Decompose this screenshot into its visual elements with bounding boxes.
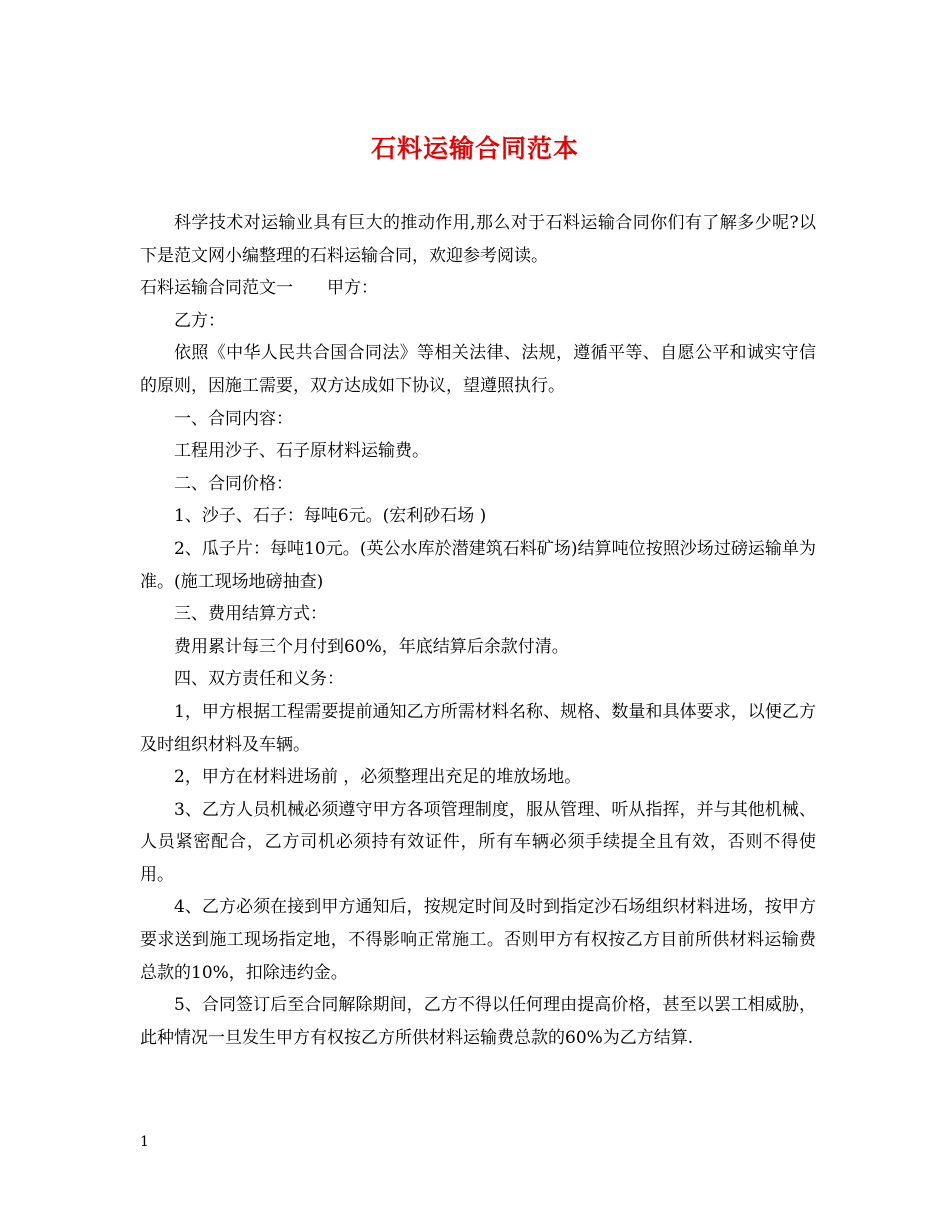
- paragraph-obligation-1: 1，甲方根据工程需要提前通知乙方所需材料名称、规格、数量和具体要求，以便乙方及时组织材料及车辆。: [140, 701, 816, 755]
- paragraph-obligation-2: 2，甲方在材料进场前 ，必须整理出充足的堆放场地。: [174, 767, 582, 788]
- paragraph-intro: 科学技术对运输业具有巨大的推动作用,那么对于石料运输合同你们有了解多少呢?以下是范文网小编整理的石料运输合同，欢迎参考阅读。: [140, 213, 816, 266]
- paragraph-obligation-4: 4、乙方必须在接到甲方通知后，按规定时间及时到指定沙石场组织材料进场，按甲方要求送到施工现场指定地，不得影响正常施工。否则甲方有权按乙方目前所供材料运输费总款的10%，扣除违约金。: [140, 897, 816, 983]
- document-title: 石料运输合同范本: [370, 134, 579, 163]
- paragraph-contract-heading: 石料运输合同范文一 甲方：: [140, 278, 378, 299]
- document-body: [140, 207, 816, 1054]
- paragraph-preamble: 依照《中华人民共合国合同法》等相关法律、法规，遵循平等、自愿公平和诚实守信的原则，因施工需要，双方达成如下协议，望遵照执行。: [140, 343, 816, 396]
- page-number: 1: [140, 1134, 149, 1150]
- section-heading-settlement: 三、费用结算方式：: [174, 604, 327, 625]
- paragraph-obligation-5: 5、合同签订后至合同解除期间，乙方不得以任何理由提高价格，甚至以罢工相威胁，此种情况一旦发生甲方有权按乙方所供材料运输费总款的60%为乙方结算.: [140, 995, 816, 1048]
- paragraph-party-b: 乙方：: [174, 310, 225, 331]
- paragraph-price-2: 2、瓜子片：每吨10元。(英公水库於潜建筑石料矿场)结算吨位按照沙场过磅运输单为准。(施工现场地磅抽查): [140, 538, 816, 592]
- section-heading-price: 二、合同价格：: [174, 473, 293, 494]
- section-heading-content: 一、合同内容：: [174, 408, 293, 429]
- paragraph-content: 工程用沙子、石子原材料运输费。: [174, 441, 429, 462]
- paragraph-settlement: 费用累计每三个月付到60%，年底结算后余款付清。: [174, 636, 569, 657]
- section-heading-obligations: 四、双方责任和义务：: [174, 669, 344, 690]
- paragraph-obligation-3: 3、乙方人员机械必须遵守甲方各项管理制度，服从管理、听从指挥，并与其他机械、人员紧密配合，乙方司机必须持有效证件，所有车辆必须手续提全且有效，否则不得使用。: [140, 799, 816, 885]
- paragraph-price-1: 1、沙子、石子：每吨6元。(宏利砂石场 ): [174, 506, 487, 527]
